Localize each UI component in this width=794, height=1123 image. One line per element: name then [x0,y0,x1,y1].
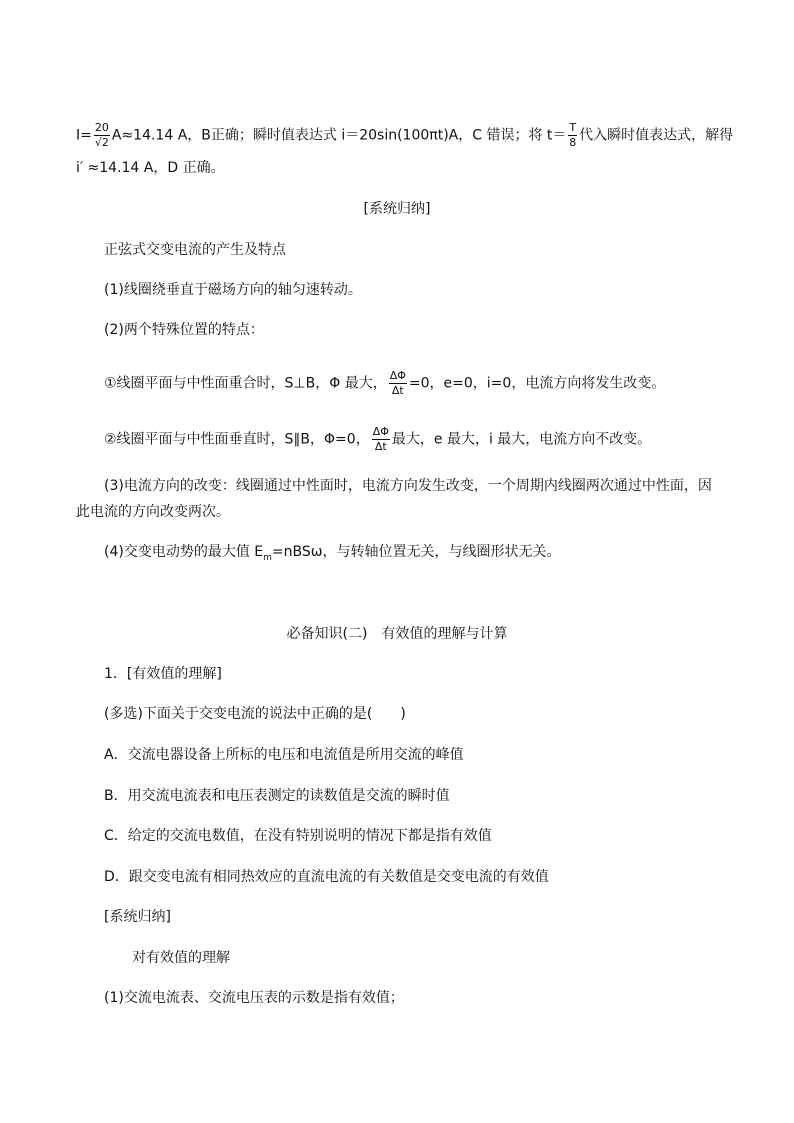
summary-title-2: 对有效值的理解 [132,950,230,966]
summary-item-4: (4)交变电动势的最大值 $E_m=nBS\omega$，与转轴位置无关，与线圈形状无关。 [104,544,561,563]
summary-title-1: 正弦式交变电流的产生及特点 [104,242,286,258]
summary-item-2: (2)两个特殊位置的特点： [104,322,264,338]
solution-line-1 [76,122,733,149]
summary-item-3-line-2: 此电流的方向改变两次。 [76,504,230,520]
summary-heading-1: [系统归纳] [363,201,431,217]
question-1-stem: (多选)下面关于交变电流的说法中正确的是( ) [104,706,406,722]
solution-line-2: i′ ≈14.14 A，D 正确。 [76,160,225,176]
question-1-label: 1．[有效值的理解] [104,666,222,682]
option-a: A．交流电器设备上所标的电压和电流值是所用交流的峰值 [104,747,464,763]
fraction-20-over-root2: $\frac{20}{√2}$ [94,121,109,149]
summary-heading-2: [系统归纳] [104,909,171,925]
section-heading-2: 必备知识(二) 有效值的理解与计算 [286,626,508,642]
solution-text-tail: 代入瞬时值表达式，解得 [579,127,734,144]
summary-2-item-1: (1)交流电流表、交流电压表的示数是指有效值； [104,990,404,1006]
summary-item-2b: ②线圈平面与中性面垂直时，S∥B，Φ=0， $\frac{\Delta\Phi}{\Delta t}$ 最大，e 最大，i 最大，电流方向不改变。 [104,425,652,453]
current-symbol: I= [76,127,92,144]
solution-text-mid: A≈14.14 A，B正确；瞬时值表达式 i＝20sin(100πt)A，C 错误；将 t＝ [111,127,567,144]
option-b: B．用交流电流表和电压表测定的读数值是交流的瞬时值 [104,788,450,804]
summary-item-2a: ①线圈平面与中性面重合时，S⊥B，Φ 最大， $\frac{\Delta\Phi}{\Delta t}$ =0，e=0，i=0，电流方向将发生改变。 [104,369,666,397]
fraction-t-over-8: $\frac{T}{8}$ [569,121,577,149]
option-d: D．跟交变电流有相同热效应的直流电流的有关数值是交变电流的有效值 [104,869,549,885]
fraction-dphi-over-dt: $\frac{\Delta\Phi}{\Delta t}$ [372,425,389,453]
option-c: C．给定的交流电数值，在没有特别说明的情况下都是指有效值 [104,828,492,844]
summary-item-1: (1)线圈绕垂直于磁场方向的轴匀速转动。 [104,282,362,298]
summary-item-3-line-1: (3)电流方向的改变：线圈通过中性面时，电流方向发生改变，一个周期内线圈两次通过中性面，因 [104,478,712,494]
fraction-dphi-over-dt: $\frac{\Delta\Phi}{\Delta t}$ [389,369,406,397]
